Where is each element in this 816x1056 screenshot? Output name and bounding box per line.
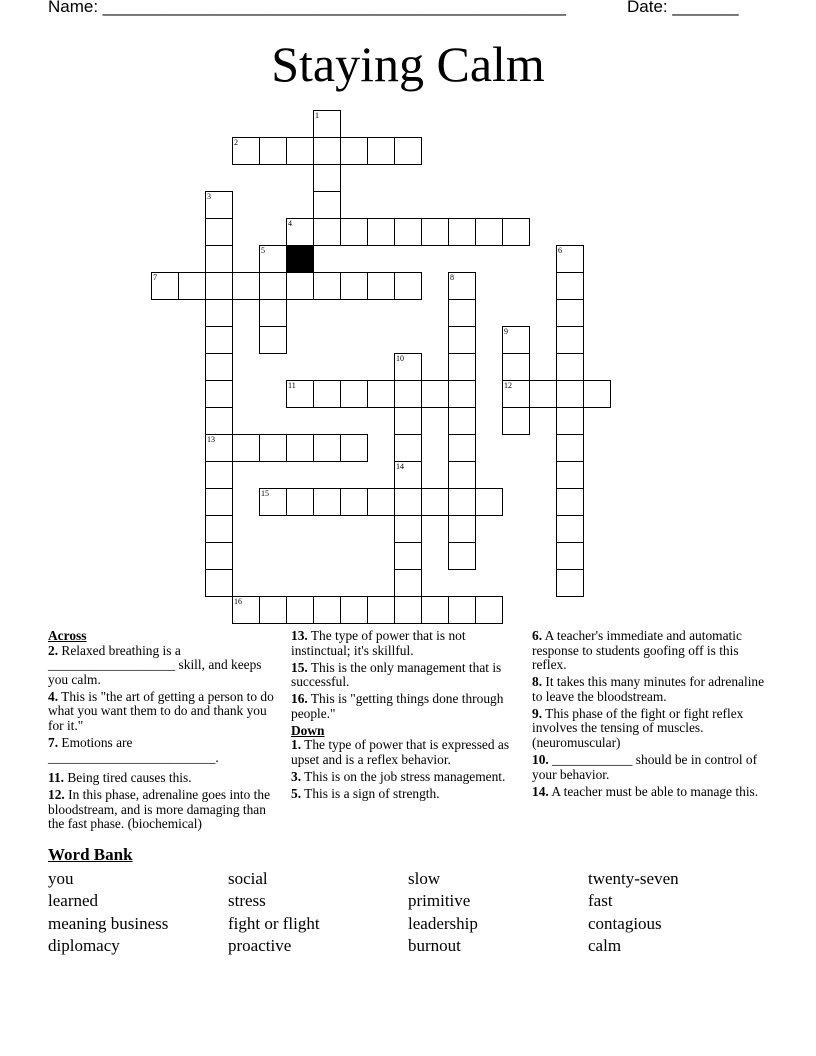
crossword-cell[interactable] (475, 488, 503, 516)
clue-down-10: 10. ____________ should be in control of your behavior. (532, 751, 758, 782)
crossword-cell[interactable] (259, 488, 287, 516)
crossword-cell[interactable] (448, 596, 476, 624)
crossword-cell[interactable] (394, 542, 422, 570)
clue-down-5: 5. This is a sign of strength. (291, 785, 440, 801)
word-bank-item: calm (588, 936, 622, 955)
crossword-blocked-cell (286, 245, 314, 273)
word-bank-item: learned (48, 891, 99, 910)
clue-number: 6 (558, 246, 562, 255)
puzzle-title: Staying Calm (271, 36, 545, 92)
word-bank-item: meaning business (48, 914, 169, 933)
crossword-cell[interactable] (556, 434, 584, 462)
crossword-cell[interactable] (448, 353, 476, 381)
clues-column-3 (532, 629, 768, 801)
crossword-cell[interactable] (178, 272, 206, 300)
name-field-label: Name: _________________________________________________ (48, 0, 567, 16)
crossword-cell[interactable] (556, 245, 584, 273)
crossword-cell[interactable] (556, 569, 584, 597)
clue-down-3: 3. This is on the job stress management. (291, 768, 506, 784)
crossword-cell[interactable] (313, 272, 341, 300)
clue-across-4: 4. This is "the art of getting a person to do what you want them to do and thank you for it." (48, 688, 274, 733)
crossword-cell[interactable] (286, 272, 314, 300)
crossword-cell[interactable] (394, 596, 422, 624)
crossword-cell[interactable] (394, 434, 422, 462)
crossword-cell[interactable] (313, 110, 341, 138)
word-bank-item: proactive (228, 936, 292, 955)
word-bank-item: fast (588, 891, 613, 910)
crossword-cell[interactable] (502, 353, 530, 381)
crossword-cell[interactable] (556, 461, 584, 489)
word-bank-item: diplomacy (48, 936, 120, 955)
crossword-cell[interactable] (448, 542, 476, 570)
crossword-cell[interactable] (556, 299, 584, 327)
crossword-cell[interactable] (205, 542, 233, 570)
word-bank-item: primitive (408, 891, 471, 910)
crossword-cell[interactable] (583, 380, 611, 408)
crossword-cell[interactable] (421, 380, 449, 408)
word-bank-item: twenty-seven (588, 869, 679, 888)
clue-number: 15 (261, 489, 269, 498)
clue-number: 7 (153, 273, 157, 282)
crossword-cell[interactable] (421, 596, 449, 624)
crossword-cell[interactable] (556, 515, 584, 543)
crossword-cell[interactable] (556, 488, 584, 516)
word-bank-item: contagious (588, 914, 662, 933)
clue-down-1: 1. The type of power that is expressed as upset and is a reflex behavior. (291, 737, 510, 767)
crossword-cell[interactable] (556, 326, 584, 354)
crossword-cell[interactable] (340, 218, 368, 246)
crossword-cell[interactable] (502, 218, 530, 246)
clue-number: 10 (396, 354, 404, 363)
crossword-cell[interactable] (205, 488, 233, 516)
crossword-cell[interactable] (394, 353, 422, 381)
crossword-cell[interactable] (286, 137, 314, 165)
crossword-cell[interactable] (313, 488, 341, 516)
crossword-cell[interactable] (205, 299, 233, 327)
crossword-cell[interactable] (205, 245, 233, 273)
crossword-cell[interactable] (259, 596, 287, 624)
crossword-cell[interactable] (394, 569, 422, 597)
clue-number: 8 (450, 273, 454, 282)
crossword-cell[interactable] (367, 488, 395, 516)
crossword-cell[interactable] (340, 137, 368, 165)
crossword-cell[interactable] (313, 164, 341, 192)
crossword-cell[interactable] (232, 272, 260, 300)
clue-number: 1 (315, 111, 319, 120)
crossword-cell[interactable] (286, 488, 314, 516)
crossword-cell[interactable] (286, 218, 314, 246)
crossword-cell[interactable] (232, 596, 260, 624)
crossword-cell[interactable] (394, 218, 422, 246)
crossword-cell[interactable] (205, 326, 233, 354)
crossword-cell[interactable] (394, 515, 422, 543)
crossword-cell[interactable] (286, 380, 314, 408)
crossword-cell[interactable] (367, 380, 395, 408)
crossword-cell[interactable] (313, 380, 341, 408)
crossword-cell[interactable] (448, 272, 476, 300)
across-heading: Across (48, 628, 87, 643)
crossword-cell[interactable] (205, 461, 233, 489)
crossword-cell[interactable] (205, 380, 233, 408)
clue-down-14: 14. A teacher must be able to manage this. (532, 783, 759, 799)
down-heading: Down (291, 722, 325, 738)
crossword-cell[interactable] (259, 137, 287, 165)
crossword-cell[interactable] (340, 596, 368, 624)
clue-across-12: 12. In this phase, adrenaline goes into the bloodstream, and is more damaging than the fast phase. (biochemical) (48, 787, 271, 832)
crossword-cell[interactable] (394, 272, 422, 300)
crossword-cell[interactable] (529, 380, 557, 408)
clue-down-9: 9. This phase of the fight or fight reflex involves the tensing of muscles. (neuromuscular) (532, 705, 744, 750)
crossword-cell[interactable] (502, 407, 530, 435)
crossword-cell[interactable] (556, 542, 584, 570)
clues-column-1 (48, 629, 284, 834)
crossword-cell[interactable] (205, 515, 233, 543)
crossword-cell[interactable] (340, 488, 368, 516)
crossword-cell[interactable] (367, 272, 395, 300)
crossword-cell[interactable] (286, 434, 314, 462)
crossword-cell[interactable] (340, 434, 368, 462)
crossword-cell[interactable] (367, 218, 395, 246)
clue-number: 4 (288, 219, 292, 228)
clue-across-11: 11. Being tired causes this. (48, 770, 192, 786)
word-bank-item: you (48, 869, 74, 888)
crossword-cell[interactable] (448, 515, 476, 543)
crossword-cell[interactable] (205, 434, 233, 462)
crossword-cell[interactable] (502, 380, 530, 408)
crossword-cell[interactable] (205, 407, 233, 435)
crossword-cell[interactable] (448, 434, 476, 462)
crossword-cell[interactable] (394, 137, 422, 165)
clue-across-13: 13. The type of power that is not instinctual; it's skillful. (291, 628, 466, 658)
crossword-cell[interactable] (448, 218, 476, 246)
crossword-cell[interactable] (394, 461, 422, 489)
crossword-cell[interactable] (205, 353, 233, 381)
crossword-cell[interactable] (205, 191, 233, 219)
crossword-cell[interactable] (313, 191, 341, 219)
crossword-cell[interactable] (205, 569, 233, 597)
crossword-cell[interactable] (205, 272, 233, 300)
crossword-cell[interactable] (394, 407, 422, 435)
clue-number: 12 (504, 381, 512, 390)
crossword-cell[interactable] (259, 272, 287, 300)
header-line (48, 0, 768, 19)
crossword-cell[interactable] (259, 245, 287, 273)
word-bank-item: burnout (408, 936, 461, 955)
crossword-cell[interactable] (475, 596, 503, 624)
crossword-cell[interactable] (556, 353, 584, 381)
crossword-cell[interactable] (313, 596, 341, 624)
crossword-cell[interactable] (448, 380, 476, 408)
crossword-cell[interactable] (448, 326, 476, 354)
crossword-cell[interactable] (151, 272, 179, 300)
crossword-cell[interactable] (448, 461, 476, 489)
crossword-cell[interactable] (475, 218, 503, 246)
crossword-cell[interactable] (313, 218, 341, 246)
word-bank-item: slow (408, 869, 441, 888)
crossword-cell[interactable] (232, 434, 260, 462)
crossword-cell[interactable] (502, 326, 530, 354)
clue-down-8: 8. It takes this many minutes for adrenaline to leave the bloodstream. (532, 674, 765, 704)
crossword-cell[interactable] (259, 434, 287, 462)
clue-down-6: 6. A teacher's immediate and automatic response to students goofing off is this reflex. (532, 628, 742, 673)
crossword-cell[interactable] (232, 137, 260, 165)
clue-number: 11 (288, 381, 296, 390)
crossword-cell[interactable] (259, 299, 287, 327)
crossword-cell[interactable] (259, 326, 287, 354)
crossword-cell[interactable] (448, 407, 476, 435)
crossword-cell[interactable] (556, 380, 584, 408)
clue-number: 2 (234, 138, 238, 147)
date-field-label: Date: _______ (627, 0, 739, 16)
crossword-cell[interactable] (340, 272, 368, 300)
word-bank-item: fight or flight (228, 914, 320, 933)
crossword-cell[interactable] (313, 434, 341, 462)
word-bank-item: stress (228, 891, 266, 910)
crossword-cell[interactable] (367, 596, 395, 624)
crossword-cell[interactable] (421, 488, 449, 516)
crossword-cell[interactable] (448, 488, 476, 516)
crossword-cell[interactable] (556, 272, 584, 300)
clue-number: 16 (234, 597, 242, 606)
crossword-cell[interactable] (340, 380, 368, 408)
crossword-cell[interactable] (448, 299, 476, 327)
crossword-cell[interactable] (313, 137, 341, 165)
clue-across-15: 15. This is the only management that is successful. (291, 659, 502, 690)
clue-number: 13 (207, 435, 215, 444)
clue-number: 14 (396, 462, 404, 471)
crossword-cell[interactable] (394, 380, 422, 408)
crossword-cell[interactable] (286, 596, 314, 624)
crossword-cell[interactable] (205, 218, 233, 246)
word-bank-title: Word Bank (48, 845, 133, 864)
crossword-cell[interactable] (421, 218, 449, 246)
clue-across-2: 2. Relaxed breathing is a ___________________ skill, and keeps you calm. (48, 642, 262, 687)
clues-column-2 (291, 629, 517, 804)
word-bank-item: social (228, 869, 268, 888)
crossword-cell[interactable] (394, 488, 422, 516)
clue-number: 9 (504, 327, 508, 336)
word-bank-item: leadership (408, 914, 478, 933)
clue-across-16: 16. This is "getting things done through people." (291, 691, 504, 721)
crossword-cell[interactable] (556, 407, 584, 435)
clue-number: 3 (207, 192, 211, 201)
clue-across-7: 7. Emotions are _________________________. (48, 734, 219, 765)
clue-number: 5 (261, 246, 265, 255)
crossword-cell[interactable] (367, 137, 395, 165)
